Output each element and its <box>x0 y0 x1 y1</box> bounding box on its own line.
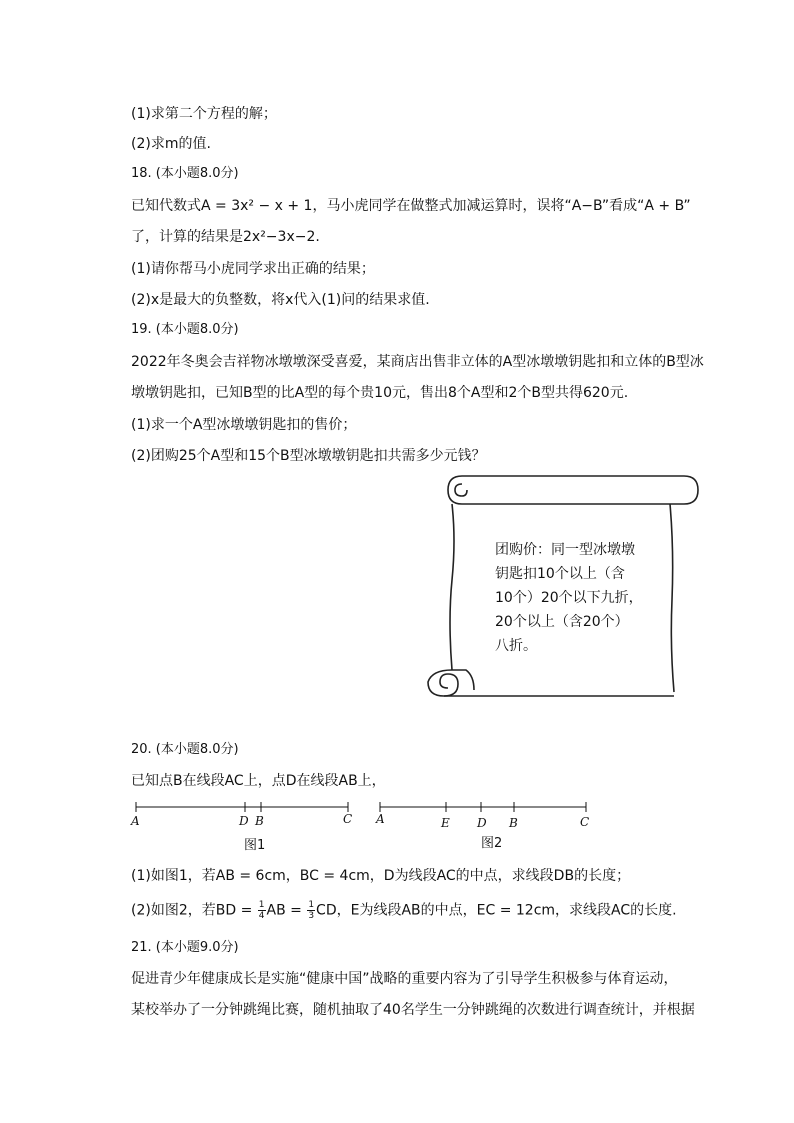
fig1-point-c: C <box>343 812 353 826</box>
q18-stem-line2: 了，计算的结果是2x²−3x−2. <box>131 229 320 245</box>
frac2-numerator: 1 <box>308 900 315 910</box>
fig1-point-b: B <box>255 814 264 828</box>
q17-part1: (1)求第二个方程的解； <box>131 106 277 122</box>
q21-stem-line2: 某校举办了一分钟跳绳比赛，随机抽取了40名学生一分钟跳绳的次数进行调查统计，并根据 <box>131 1002 695 1018</box>
fig1-point-d: D <box>239 814 249 828</box>
q19-header: 19. (本小题8.0分) <box>131 322 239 337</box>
q19-part2: (2)团购25个A型和15个B型冰墩墩钥匙扣共需多少元钱？ <box>131 448 486 464</box>
scroll-group-price-text: 团购价：同一型冰墩墩 钥匙扣10个以上（含 10个）20个以下九折， 20个以上（含20个） 八折。 <box>495 542 643 654</box>
fig1-caption: 图1 <box>244 838 266 853</box>
q18-stem-line1: 已知代数式A = 3x² − x + 1，马小虎同学在做整式加减运算时，误将“A−B”看成“A + B” <box>131 198 691 214</box>
q21-stem-line1: 促进青少年健康成长是实施“健康中国”战略的重要内容为了引导学生积极参与体育运动， <box>131 971 678 987</box>
fig2-point-b: B <box>509 816 518 830</box>
q19-part1: (1)求一个A型冰墩墩钥匙扣的售价； <box>131 417 357 433</box>
q20-part1: (1)如图1，若AB = 6cm，BC = 4cm，D为线段AC的中点，求线段DB的长度； <box>131 868 631 884</box>
fig1-point-a: A <box>131 814 140 828</box>
q20-header: 20. (本小题8.0分) <box>131 742 239 757</box>
q20-part2-mid: AB = <box>266 902 307 919</box>
q20-part2 <box>131 900 677 921</box>
frac2-denominator: 3 <box>308 911 315 921</box>
q17-part2: (2)求m的值. <box>131 136 211 152</box>
q20-part2-prefix: (2)如图2，若BD = <box>131 902 257 919</box>
fig2-point-e: E <box>441 816 450 830</box>
q20-part2-suffix: CD，E为线段AB的中点，EC = 12cm，求线段AC的长度. <box>316 902 677 919</box>
frac1-numerator: 1 <box>258 900 265 910</box>
q21-header: 21. (本小题9.0分) <box>131 940 239 955</box>
fig2-caption: 图2 <box>481 836 503 851</box>
q20-stem: 已知点B在线段AC上，点D在线段AB上， <box>131 773 386 789</box>
frac1-denominator: 4 <box>258 911 265 921</box>
q18-header: 18. (本小题8.0分) <box>131 166 239 181</box>
q18-part1: (1)请你帮马小虎同学求出正确的结果； <box>131 261 375 277</box>
q18-part2: (2)x是最大的负整数，将x代入(1)问的结果求值. <box>131 292 430 308</box>
q19-stem-line1: 2022年冬奥会吉祥物冰墩墩深受喜爱，某商店出售非立体的A型冰墩墩钥匙扣和立体的B型冰 <box>131 354 704 370</box>
figure1-segment <box>130 800 360 814</box>
fraction-one-third <box>307 900 315 921</box>
fraction-one-quarter <box>258 900 266 921</box>
q19-stem-line2: 墩墩钥匙扣，已知B型的比A型的每个贵10元，售出8个A型和2个B型共得620元. <box>131 385 629 401</box>
fig2-point-d: D <box>477 816 487 830</box>
figure2-segment <box>374 800 594 814</box>
fig2-point-c: C <box>580 815 590 829</box>
fig2-point-a: A <box>376 812 385 826</box>
